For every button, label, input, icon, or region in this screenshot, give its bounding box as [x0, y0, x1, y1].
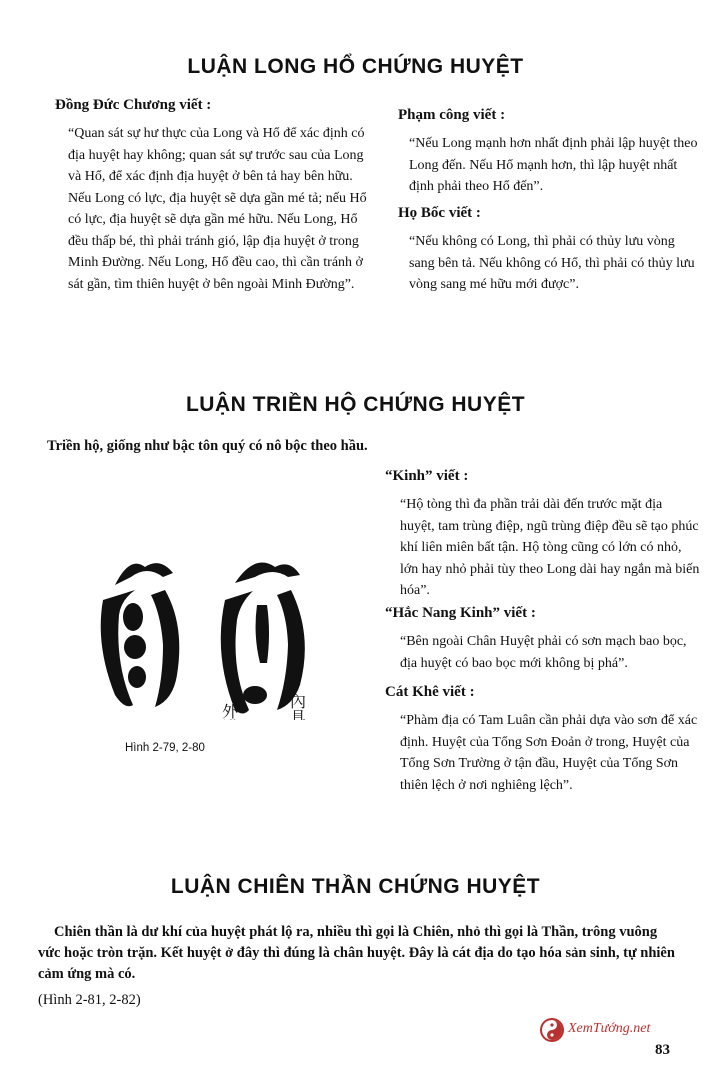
quote-ho-boc: “Nếu không có Long, thì phải có thủy lưu vòng sang bên tả. Nếu không có Hổ, thì phải có thủy lưu vòng sang mé hữu mới được”. — [409, 234, 695, 292]
yin-yang-glyph — [540, 1018, 564, 1042]
quote-dong-duc-chuong: “Quan sát sự hư thực của Long và Hổ để xác định có địa huyệt hay không; quan sát sự trước sau của Long và Hổ, để xác định địa huyệt ở bên tả hay bên hữu. Nếu Long có lực, địa huyệt sẽ dựa gần mé tả; nếu Hổ có lực, địa huyệt sẽ dựa gần mé hữu. Nếu Long, Hổ đều thấp bé, thì phải tránh gió, lập địa huyệt ở trong Minh Đường. Nếu Long, Hổ đều cao, thì cần tránh ở sát gần, tìm thiên huyệt ở bên ngoài Minh Đường”. — [68, 126, 367, 292]
trien-ho-illustration — [85, 545, 335, 720]
intro-trien-ho: Triền hộ, giống như bậc tôn quý có nô bộc theo hầu. — [47, 438, 368, 454]
quote-kinh: “Hộ tòng thì đa phần trải dài đến trước mặt địa huyệt, tam trùng điệp, ngũ trùng điệp đều sẽ tạo phúc khí liên miên bất tận. Hộ tòng cũng có lớn có nhỏ, lớn hay nhỏ phải tùy theo Long dài hay ngắn mà biến hóa”. — [400, 497, 700, 598]
yin-yang-icon — [540, 1018, 564, 1042]
quote-cat-khe: “Phàm địa có Tam Luân cần phải dựa vào sơn để xác định. Huyệt của Tổng Sơn Đoản ở trong, Huyệt của Tổng Sơn Trường ở tận đầu, Huyệt của Tổng Sơn thiên lệch ở nơi nghiêng lệch”. — [400, 713, 698, 793]
author-ho-boc: Họ Bốc viết : — [398, 205, 481, 221]
figure-reference: (Hình 2-81, 2-82) — [38, 992, 141, 1008]
figure-caption: Hình 2-79, 2-80 — [125, 742, 205, 754]
body-chien-than: Chiên thần là dư khí của huyệt phát lộ ra, nhiều thì gọi là Chiên, nhỏ thì gọi là Thần, trông vuông vức hoặc tròn trặn. Kết huyệt ở đây thì đúng là chân huyệt. Đây là cát địa do tạo hóa sản sinh, tự nhiên cảm ứng mà có. — [38, 924, 675, 982]
author-cat-khe: Cát Khê viết : — [385, 684, 475, 700]
figure-label-outer: 外護 — [219, 703, 239, 720]
watermark-logo: XemTướng.net — [568, 1021, 651, 1036]
author-dong-duc-chuong: Đồng Đức Chương viết : — [55, 97, 212, 113]
figure-label-inner: 內具 — [287, 693, 307, 720]
author-pham-cong: Phạm công viết : — [398, 107, 506, 123]
figure-trien-ho — [85, 545, 335, 720]
page-number: 83 — [655, 1042, 670, 1058]
quote-pham-cong: “Nếu Long mạnh hơn nhất định phải lập huyệt theo Long đến. Nếu Hổ mạnh hơn, thì lập huyệt nhất định phải theo Hổ đến”. — [409, 136, 698, 194]
section-heading-chien-than: LUẬN CHIÊN THẦN CHỨNG HUYỆT — [170, 875, 541, 898]
section-heading-long-ho: LUẬN LONG HỔ CHỨNG HUYỆT — [187, 55, 524, 78]
section-heading-trien-ho: LUẬN TRIỀN HỘ CHỨNG HUYỆT — [185, 393, 526, 416]
author-hac-nang-kinh: “Hắc Nang Kinh” viết : — [385, 605, 536, 621]
author-kinh: “Kinh” viết : — [385, 468, 469, 484]
quote-hac-nang-kinh: “Bên ngoài Chân Huyệt phải có sơn mạch bao bọc, địa huyệt có bao bọc mới không bị phá”. — [400, 634, 687, 671]
